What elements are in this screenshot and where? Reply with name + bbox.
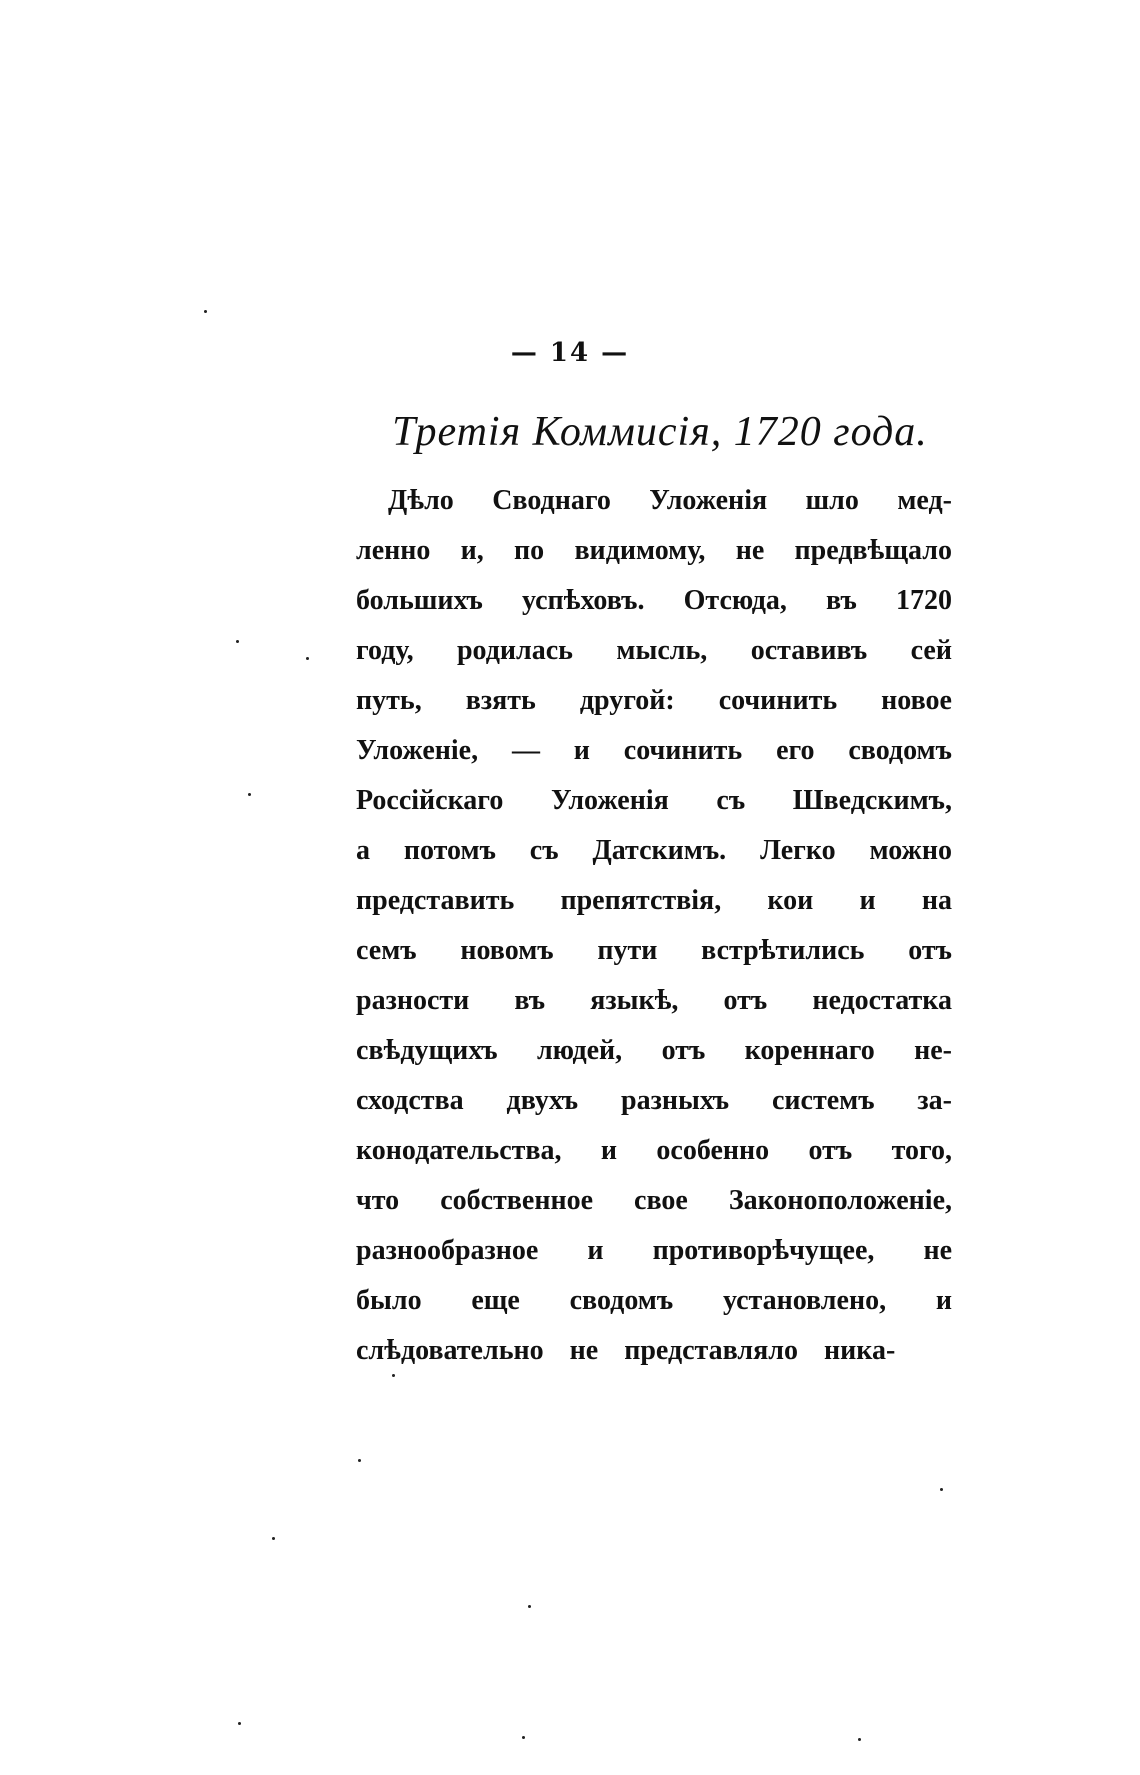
word: мед- [897,485,952,516]
word: видимому, [574,535,706,566]
word: шло [805,485,859,516]
word: сочинить [623,735,743,766]
word: отъ [908,935,952,966]
word: не [923,1235,952,1266]
word: семъ [356,935,417,966]
scan-speck [236,640,239,643]
word: отъ [723,985,768,1016]
word: оставивъ [750,635,868,666]
word: сей [910,635,952,666]
text-line [356,826,952,876]
word: системъ [771,1085,875,1116]
word: за- [917,1085,952,1116]
word: отъ [661,1035,706,1066]
word: недостатка [812,985,952,1016]
word: другой: [579,685,675,716]
word: слѣдовательно [356,1335,544,1366]
word: встрѣтились [701,935,865,966]
word: представляло [624,1335,798,1366]
word: съ [529,835,559,866]
word: успѣховъ. [521,585,645,616]
text-line [356,1326,952,1376]
text-line [356,576,952,626]
word: взять [465,685,536,716]
word: въ [826,585,857,616]
scan-speck [272,1537,275,1540]
text-line [356,1226,952,1276]
word: на [921,885,952,916]
scan-speck [358,1459,361,1462]
word: по [514,535,545,566]
text-line [356,676,952,726]
text-line [356,876,952,926]
word: Своднаго [492,485,611,516]
text-line [356,526,952,576]
word: сводомъ [848,735,952,766]
word: свѣдущихъ [356,1035,498,1066]
scan-speck [858,1738,861,1741]
word: Шведскимъ, [792,785,952,816]
word: противорѣчущее, [652,1235,875,1266]
text-line [356,476,952,526]
word: препятствія, [560,885,722,916]
word: его [776,735,815,766]
word: — [511,735,540,766]
scan-speck [392,1374,395,1377]
scan-speck [528,1605,531,1608]
word: двухъ [506,1085,579,1116]
word: потомъ [403,835,496,866]
word: Отсюда, [683,585,787,616]
word: разнообразное [356,1235,539,1266]
word: отъ [808,1135,853,1166]
word: еще [471,1285,520,1316]
text-line [356,1026,952,1076]
word: Дѣло [388,485,454,516]
word: того, [891,1135,952,1166]
text-line [356,976,952,1026]
text-line [356,1126,952,1176]
word: новое [881,685,952,716]
word: большихъ [356,585,483,616]
text-line [356,1176,952,1226]
word: Законоположеніе, [728,1185,952,1216]
word: ника- [823,1335,896,1366]
word: Уложенія [649,485,768,516]
word: Уложенія [550,785,669,816]
word: что [356,1185,400,1216]
text-line [356,1076,952,1126]
word: людей, [536,1035,623,1066]
word: не [569,1335,599,1366]
scan-speck [940,1488,943,1491]
scan-speck [248,793,251,796]
word: было [356,1285,422,1316]
word: особенно [656,1135,770,1166]
word: свое [634,1185,688,1216]
word: и [600,1135,618,1166]
word: собственное [440,1185,594,1216]
word: въ [514,985,546,1016]
word: сходства [356,1085,464,1116]
word: кореннаго [744,1035,875,1066]
section-heading: Третія Коммисія, 1720 года. [392,409,928,455]
word: сочинить [718,685,838,716]
word: разности [356,985,470,1016]
word: Датскимъ. [592,835,727,866]
word: Уложеніе, [356,735,479,766]
text-line [356,726,952,776]
scan-speck [306,657,309,660]
word: пути [597,935,658,966]
word: Легко [760,835,836,866]
word: представить [356,885,515,916]
body-text [356,476,952,1376]
text-line [356,626,952,676]
word: 1720 [895,585,952,616]
word: конодательства, [356,1135,562,1166]
word: путь, [356,685,422,716]
scan-speck [238,1722,241,1725]
word: съ [716,785,746,816]
text-line [356,926,952,976]
word: кои [767,885,814,916]
word: а [356,835,370,866]
word: не- [914,1035,952,1066]
word: предвѣщало [794,535,952,566]
word: и [935,1285,952,1316]
scan-speck [522,1736,525,1739]
word: разныхъ [621,1085,730,1116]
word: новомъ [460,935,554,966]
text-line [356,1276,952,1326]
word: году, [356,635,414,666]
word: языкѣ, [590,985,679,1016]
word: и, [460,535,484,566]
word: установлено, [722,1285,887,1316]
word: мысль, [616,635,708,666]
word: сводомъ [569,1285,674,1316]
word: родилась [456,635,573,666]
scan-speck [204,310,207,313]
page-number: — 14 — [510,338,630,368]
word: и [573,735,590,766]
word: и [587,1235,604,1266]
word: можно [869,835,952,866]
word: Россійскаго [356,785,504,816]
word: и [859,885,876,916]
word: ленно [356,535,431,566]
word: не [735,535,765,566]
text-line [356,776,952,826]
